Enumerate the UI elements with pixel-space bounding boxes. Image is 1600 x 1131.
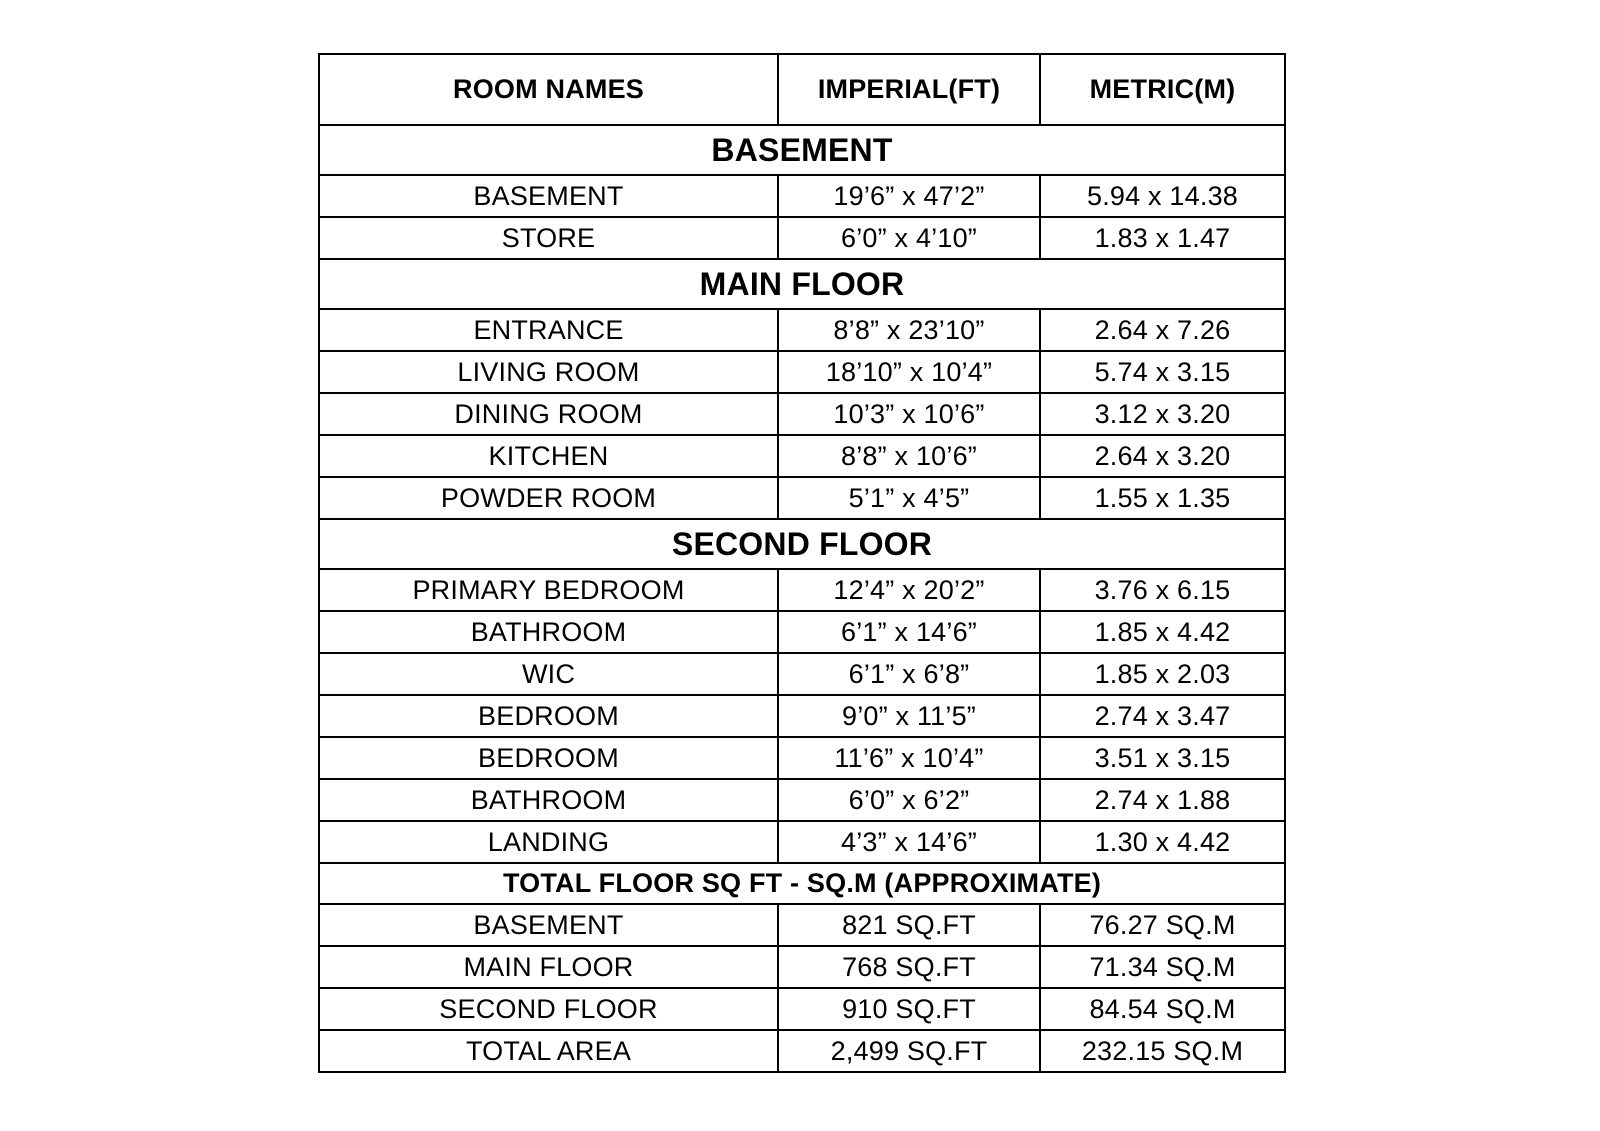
section-title-main-floor: MAIN FLOOR xyxy=(319,259,1285,309)
section-row-basement xyxy=(319,125,1285,175)
metric-value: 1.85 x 4.42 xyxy=(1040,611,1285,653)
room-name: BEDROOM xyxy=(319,695,778,737)
imperial-value: 8’8” x 10’6” xyxy=(778,435,1040,477)
imperial-value: 4’3” x 14’6” xyxy=(778,821,1040,863)
metric-value: 5.94 x 14.38 xyxy=(1040,175,1285,217)
section-title-basement: BASEMENT xyxy=(319,125,1285,175)
metric-value: 2.64 x 3.20 xyxy=(1040,435,1285,477)
header-metric: METRIC(M) xyxy=(1040,54,1285,125)
imperial-value: 6’1” x 14’6” xyxy=(778,611,1040,653)
imperial-value: 9’0” x 11’5” xyxy=(778,695,1040,737)
imperial-value: 19’6” x 47’2” xyxy=(778,175,1040,217)
table-row xyxy=(319,904,1285,946)
room-dimensions-table xyxy=(318,53,1286,1073)
metric-value: 3.76 x 6.15 xyxy=(1040,569,1285,611)
room-name: LANDING xyxy=(319,821,778,863)
metric-value: 1.30 x 4.42 xyxy=(1040,821,1285,863)
header-room-names: ROOM NAMES xyxy=(319,54,778,125)
imperial-value: 6’1” x 6’8” xyxy=(778,653,1040,695)
imperial-value: 6’0” x 6’2” xyxy=(778,779,1040,821)
room-name: BATHROOM xyxy=(319,611,778,653)
imperial-value: 5’1” x 4’5” xyxy=(778,477,1040,519)
metric-value: 1.55 x 1.35 xyxy=(1040,477,1285,519)
metric-value: 3.51 x 3.15 xyxy=(1040,737,1285,779)
area-name: BASEMENT xyxy=(319,904,778,946)
table-row xyxy=(319,611,1285,653)
table-row xyxy=(319,569,1285,611)
area-name: MAIN FLOOR xyxy=(319,946,778,988)
imperial-value: 11’6” x 10’4” xyxy=(778,737,1040,779)
section-row-totals xyxy=(319,863,1285,904)
table-row xyxy=(319,779,1285,821)
room-name: PRIMARY BEDROOM xyxy=(319,569,778,611)
table-row xyxy=(319,695,1285,737)
metric-value: 3.12 x 3.20 xyxy=(1040,393,1285,435)
imperial-value: 10’3” x 10’6” xyxy=(778,393,1040,435)
area-name: TOTAL AREA xyxy=(319,1030,778,1072)
imperial-area: 821 SQ.FT xyxy=(778,904,1040,946)
room-name: KITCHEN xyxy=(319,435,778,477)
section-row-second-floor xyxy=(319,519,1285,569)
metric-area: 84.54 SQ.M xyxy=(1040,988,1285,1030)
table-row xyxy=(319,351,1285,393)
room-name: LIVING ROOM xyxy=(319,351,778,393)
table-row xyxy=(319,653,1285,695)
room-name: BEDROOM xyxy=(319,737,778,779)
metric-area: 76.27 SQ.M xyxy=(1040,904,1285,946)
table-row xyxy=(319,217,1285,259)
metric-value: 2.74 x 1.88 xyxy=(1040,779,1285,821)
area-name: SECOND FLOOR xyxy=(319,988,778,1030)
room-name: STORE xyxy=(319,217,778,259)
table-row xyxy=(319,821,1285,863)
table-row xyxy=(319,309,1285,351)
section-row-main-floor xyxy=(319,259,1285,309)
imperial-value: 12’4” x 20’2” xyxy=(778,569,1040,611)
section-title-second-floor: SECOND FLOOR xyxy=(319,519,1285,569)
metric-value: 5.74 x 3.15 xyxy=(1040,351,1285,393)
table-row xyxy=(319,737,1285,779)
table-row xyxy=(319,1030,1285,1072)
imperial-area: 2,499 SQ.FT xyxy=(778,1030,1040,1072)
table-row xyxy=(319,175,1285,217)
metric-value: 2.74 x 3.47 xyxy=(1040,695,1285,737)
imperial-value: 18’10” x 10’4” xyxy=(778,351,1040,393)
metric-area: 71.34 SQ.M xyxy=(1040,946,1285,988)
imperial-area: 768 SQ.FT xyxy=(778,946,1040,988)
section-title-totals: TOTAL FLOOR SQ FT - SQ.M (APPROXIMATE) xyxy=(319,863,1285,904)
metric-area: 232.15 SQ.M xyxy=(1040,1030,1285,1072)
metric-value: 2.64 x 7.26 xyxy=(1040,309,1285,351)
imperial-value: 8’8” x 23’10” xyxy=(778,309,1040,351)
room-name: POWDER ROOM xyxy=(319,477,778,519)
header-row xyxy=(319,54,1285,125)
metric-value: 1.83 x 1.47 xyxy=(1040,217,1285,259)
table-row xyxy=(319,946,1285,988)
metric-value: 1.85 x 2.03 xyxy=(1040,653,1285,695)
imperial-value: 6’0” x 4’10” xyxy=(778,217,1040,259)
room-name: WIC xyxy=(319,653,778,695)
header-imperial: IMPERIAL(FT) xyxy=(778,54,1040,125)
room-name: BASEMENT xyxy=(319,175,778,217)
room-name: ENTRANCE xyxy=(319,309,778,351)
imperial-area: 910 SQ.FT xyxy=(778,988,1040,1030)
table-row xyxy=(319,477,1285,519)
table-row xyxy=(319,393,1285,435)
table-row xyxy=(319,435,1285,477)
room-name: DINING ROOM xyxy=(319,393,778,435)
table-row xyxy=(319,988,1285,1030)
room-name: BATHROOM xyxy=(319,779,778,821)
